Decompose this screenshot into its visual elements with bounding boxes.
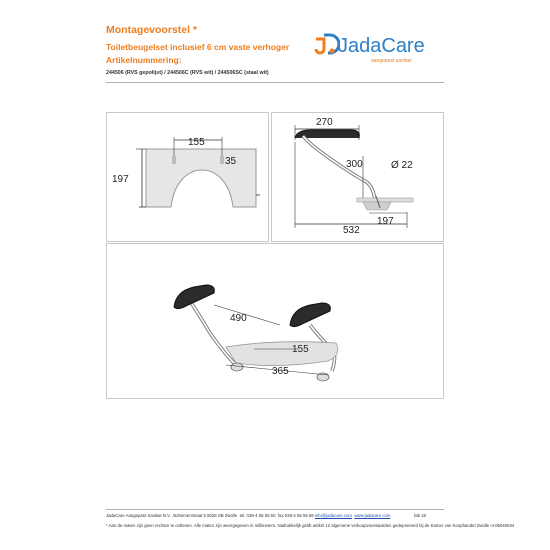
footer-phone: tel. 038-4 55 55 60 — [239, 513, 276, 518]
perspective-base-label: 365 — [272, 366, 289, 377]
side-view-drawing — [271, 112, 443, 241]
article-number-label: Artikelnummering: — [106, 55, 182, 65]
jadacare-logo-icon — [312, 31, 340, 59]
footer-web-link[interactable]: www.jadacare.com — [354, 513, 391, 518]
disclaimer-note: * Aan de maten zijn geen rechten te ontlenen. Alle maten zijn weergegeven in millimeters. Nadrukkelijk geldt artikel 12 algemene verkoopvoorwaarden gedeponeerd bij de Kamer van Koophandel Zwolle nr.05046034 — [106, 523, 515, 528]
footer-fax: fax 038-4 55 55 69 — [277, 513, 314, 518]
product-subtitle: Toiletbeugelset inclusief 6 cm vaste verhoger — [106, 42, 290, 52]
front-depth-label: 35 — [225, 156, 237, 167]
front-height-label: 197 — [112, 174, 129, 185]
front-view-drawing — [106, 112, 268, 241]
logo-tagline: aangepast sanitair — [371, 58, 412, 64]
page-number: fab 18 — [414, 513, 426, 518]
page-title: Montagevoorstel * — [106, 24, 198, 36]
side-top-label: 270 — [316, 117, 333, 128]
side-inner-label: 197 — [377, 216, 394, 227]
side-total-label: 532 — [343, 225, 360, 236]
footer-divider — [106, 509, 444, 510]
side-diameter-label: Ø 22 — [391, 160, 413, 171]
front-width-label: 155 — [188, 137, 205, 148]
side-height-label: 300 — [346, 159, 363, 170]
footer-company: JadaCare Aangepast Sanitair B.V. — [106, 513, 171, 518]
footer-contact — [106, 513, 390, 518]
perspective-mount-label: 155 — [292, 344, 309, 355]
perspective-span-label: 490 — [230, 313, 247, 324]
logo-wordmark: JadaCare — [338, 35, 425, 57]
footer-address: Bohemenstraat 5 8028 SB Zwolle — [173, 513, 238, 518]
perspective-view-drawing — [106, 243, 443, 398]
header-divider — [106, 82, 444, 83]
article-numbers: 244506 (RVS gepolijst) / 244506C (RVS wit) / 244506SC (staal wit) — [106, 70, 269, 76]
footer-email-link[interactable]: info@jadacare.com — [314, 513, 352, 518]
